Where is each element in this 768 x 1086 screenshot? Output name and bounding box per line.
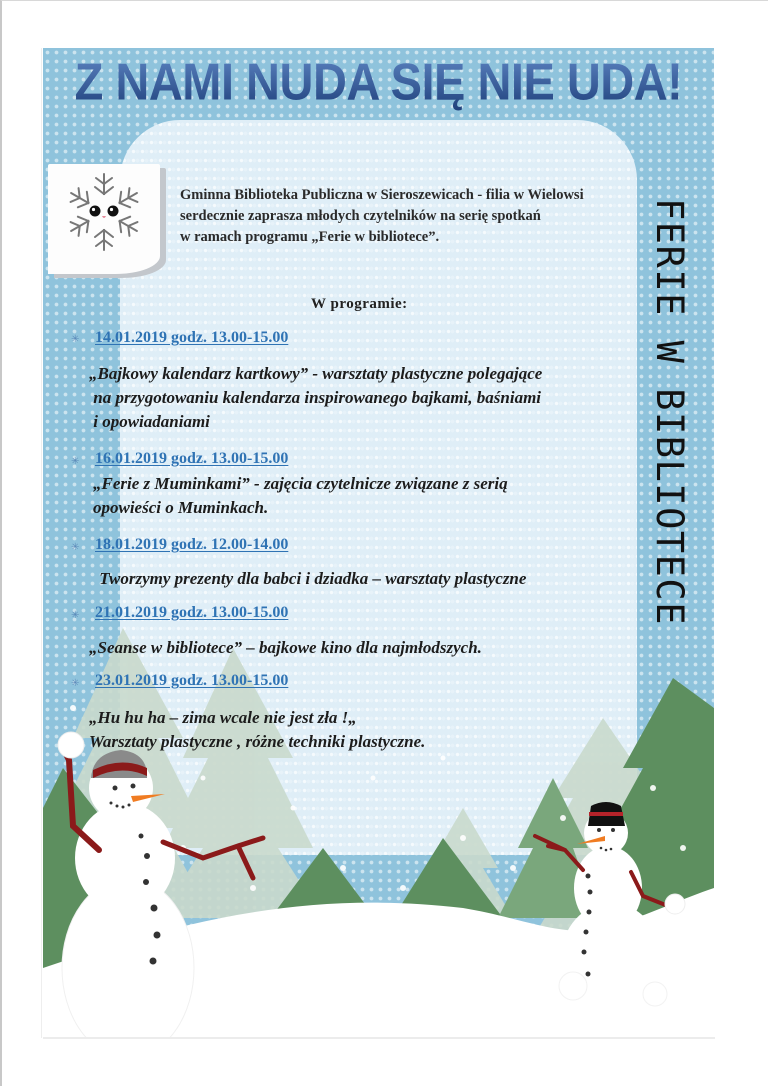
event-date-link[interactable]: 23.01.2019 godz. 13.00-15.00 (95, 672, 289, 689)
intro-line: w ramach programu „Ferie w bibliotece”. (180, 229, 440, 245)
event-description-line: i opowiadaniami (89, 412, 210, 431)
poster-left-border (41, 48, 42, 1038)
event-description-line: Warsztaty plastyczne , różne techniki plastyczne. (89, 732, 426, 751)
program-heading: W programie: (311, 296, 408, 312)
event-description (89, 636, 482, 660)
event-description-line: na przygotowaniu kalendarza inspirowanego bajkami, baśniami (89, 388, 542, 407)
event-date-link[interactable]: 21.01.2019 godz. 13.00-15.00 (95, 604, 289, 621)
snowflake-mascot-icon (62, 170, 146, 254)
asterisk-bullet-icon: ✳ (71, 456, 80, 467)
event-date-link[interactable]: 18.01.2019 godz. 12.00-14.00 (95, 536, 289, 553)
poster-headline: Z NAMI NUDA SIĘ NIE UDA! (43, 51, 714, 112)
event-description-line: „Hu hu ha – zima wcale nie jest zła !„ (89, 708, 357, 727)
snowflake-logo-card (48, 164, 160, 274)
asterisk-bullet-icon: ✳ (71, 542, 80, 553)
intro-line: Gminna Biblioteka Publiczna w Sieroszewicach - filia w Wielowsi (180, 187, 584, 203)
poster-bottom-border (43, 1037, 715, 1039)
intro-line: serdecznie zaprasza młodych czytelników na serię spotkań (180, 208, 541, 224)
event-description (89, 362, 542, 434)
asterisk-bullet-icon: ✳ (71, 678, 80, 689)
event-description-line: „Seanse w bibliotece” – bajkowe kino dla najmłodszych. (89, 638, 482, 657)
event-description-line: opowieści o Muminkach. (93, 498, 269, 517)
intro-text (180, 185, 680, 248)
vertical-title-text: FERIE W BIBLIOTECE (648, 198, 691, 626)
event-description (93, 472, 508, 520)
asterisk-bullet-icon: ✳ (71, 334, 80, 345)
event-date-link[interactable]: 14.01.2019 godz. 13.00-15.00 (95, 329, 289, 346)
asterisk-bullet-icon: ✳ (71, 610, 80, 621)
event-description (89, 706, 425, 754)
event-description-line: „Bajkowy kalendarz kartkowy” - warsztaty plastyczne polegające (89, 364, 543, 383)
poster (43, 48, 714, 1038)
event-date-link[interactable]: 16.01.2019 godz. 13.00-15.00 (95, 450, 289, 467)
event-description-line: „Ferie z Muminkami” - zajęcia czytelnicze związane z serią (93, 474, 508, 493)
event-description-line: Tworzymy prezenty dla babci i dziadka – warsztaty plastyczne (95, 569, 527, 588)
event-description (95, 567, 526, 591)
